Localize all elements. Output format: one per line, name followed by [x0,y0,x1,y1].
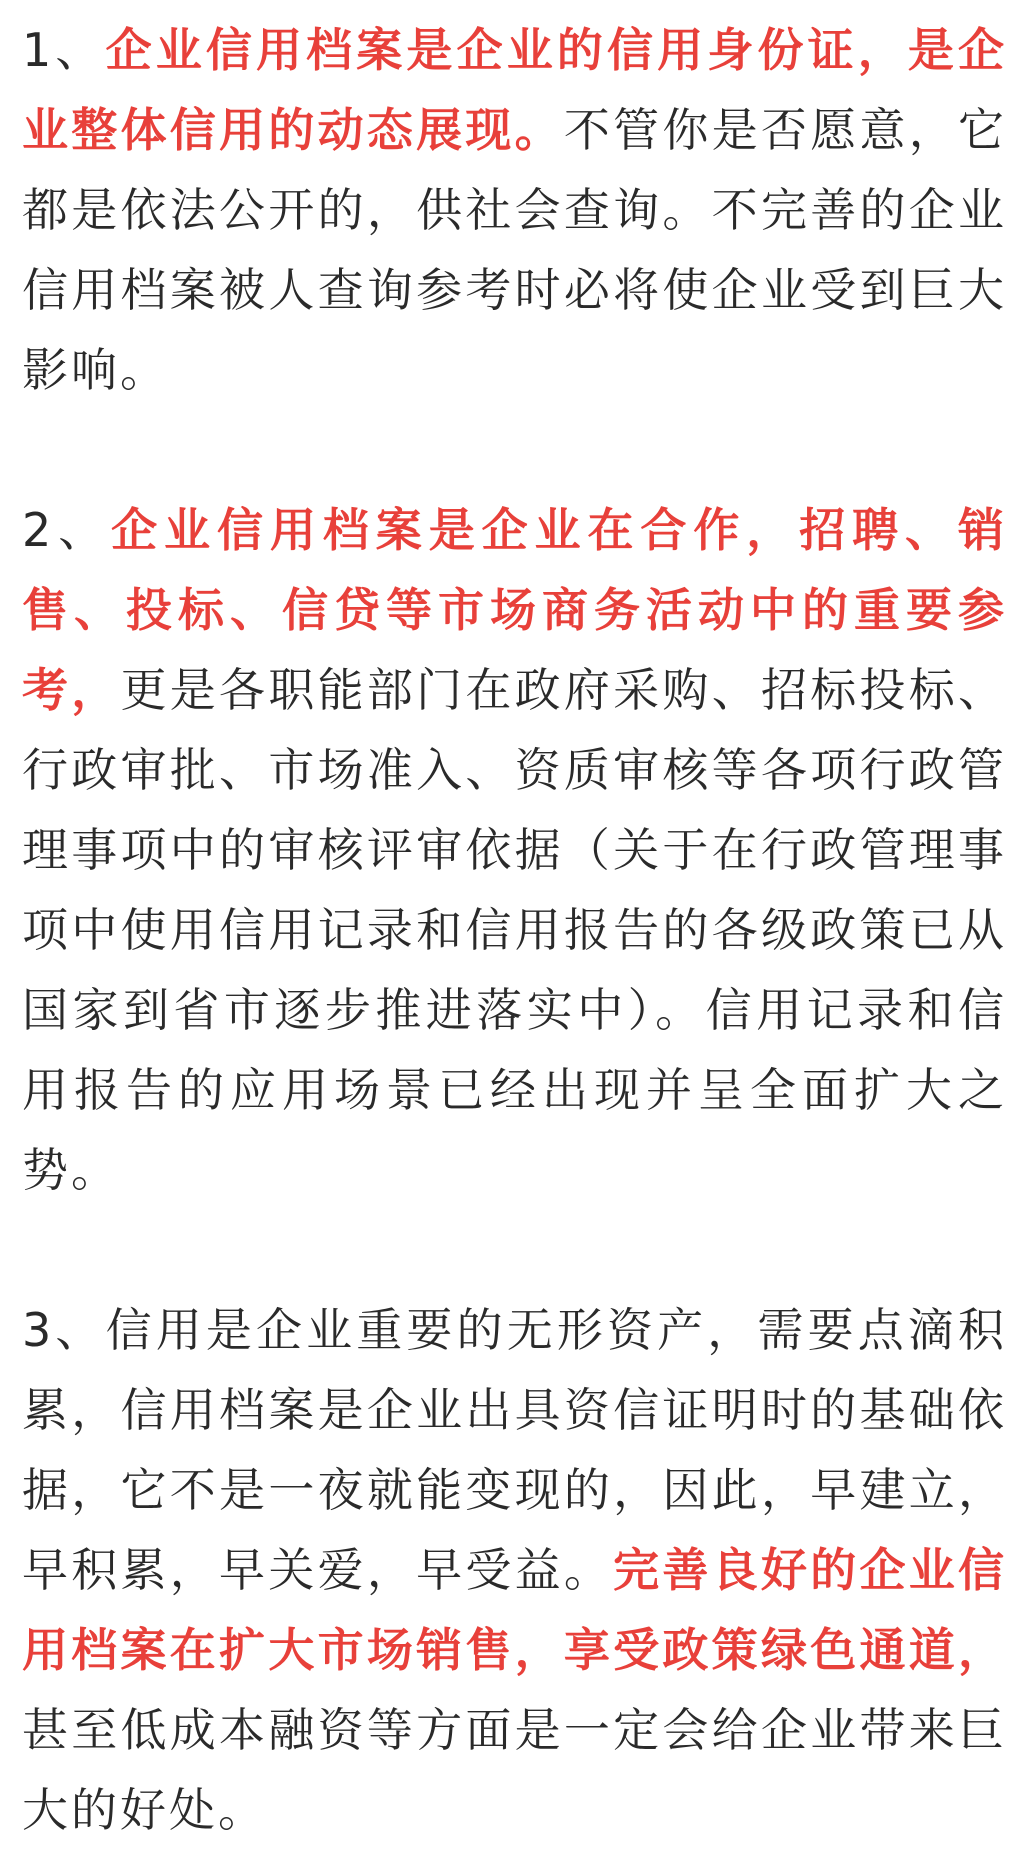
article-body [22,10,1007,1850]
paragraph-2-highlight: 企业信用档案是企业在合作，招聘、销售、投标、信贷等市场商务活动中的重要参考， [22,503,1007,717]
paragraph-3-body-after: 甚至低成本融资等方面是一定会给企业带来巨大的好处。 [22,1703,1007,1837]
paragraph-3-number: 3、 [22,1303,106,1357]
paragraph-2 [22,490,1007,1210]
paragraph-3-highlight: 完善良好的企业信用档案在扩大市场销售，享受政策绿色通道， [22,1543,1008,1677]
paragraph-1-body: 不管你是否愿意，它都是依法公开的，供社会查询。不完善的企业信用档案被人查询参考时必将使企业受到巨大影响。 [22,103,1008,397]
paragraph-2-number: 2、 [22,503,112,557]
paragraph-3 [22,1290,1007,1850]
paragraph-1 [22,10,1007,410]
paragraph-1-number: 1、 [22,23,106,77]
paragraph-1-highlight: 企业信用档案是企业的信用身份证，是企业整体信用的动态展现。 [22,23,1007,157]
paragraph-3-body-before: 信用是企业重要的无形资产，需要点滴积累，信用档案是企业出具资信证明时的基础依据，它不是一夜就能变现的，因此，早建立，早积累，早关爱，早受益。 [22,1303,1007,1597]
paragraph-2-body: 更是各职能部门在政府采购、招标投标、行政审批、市场准入、资质审核等各项行政管理事项中的审核评审依据（关于在行政管理事项中使用信用记录和信用报告的各级政策已从国家到省市逐步推进落实中）。信用记录和信用报告的应用场景已经出现并呈全面扩大之势。 [22,663,1008,1197]
